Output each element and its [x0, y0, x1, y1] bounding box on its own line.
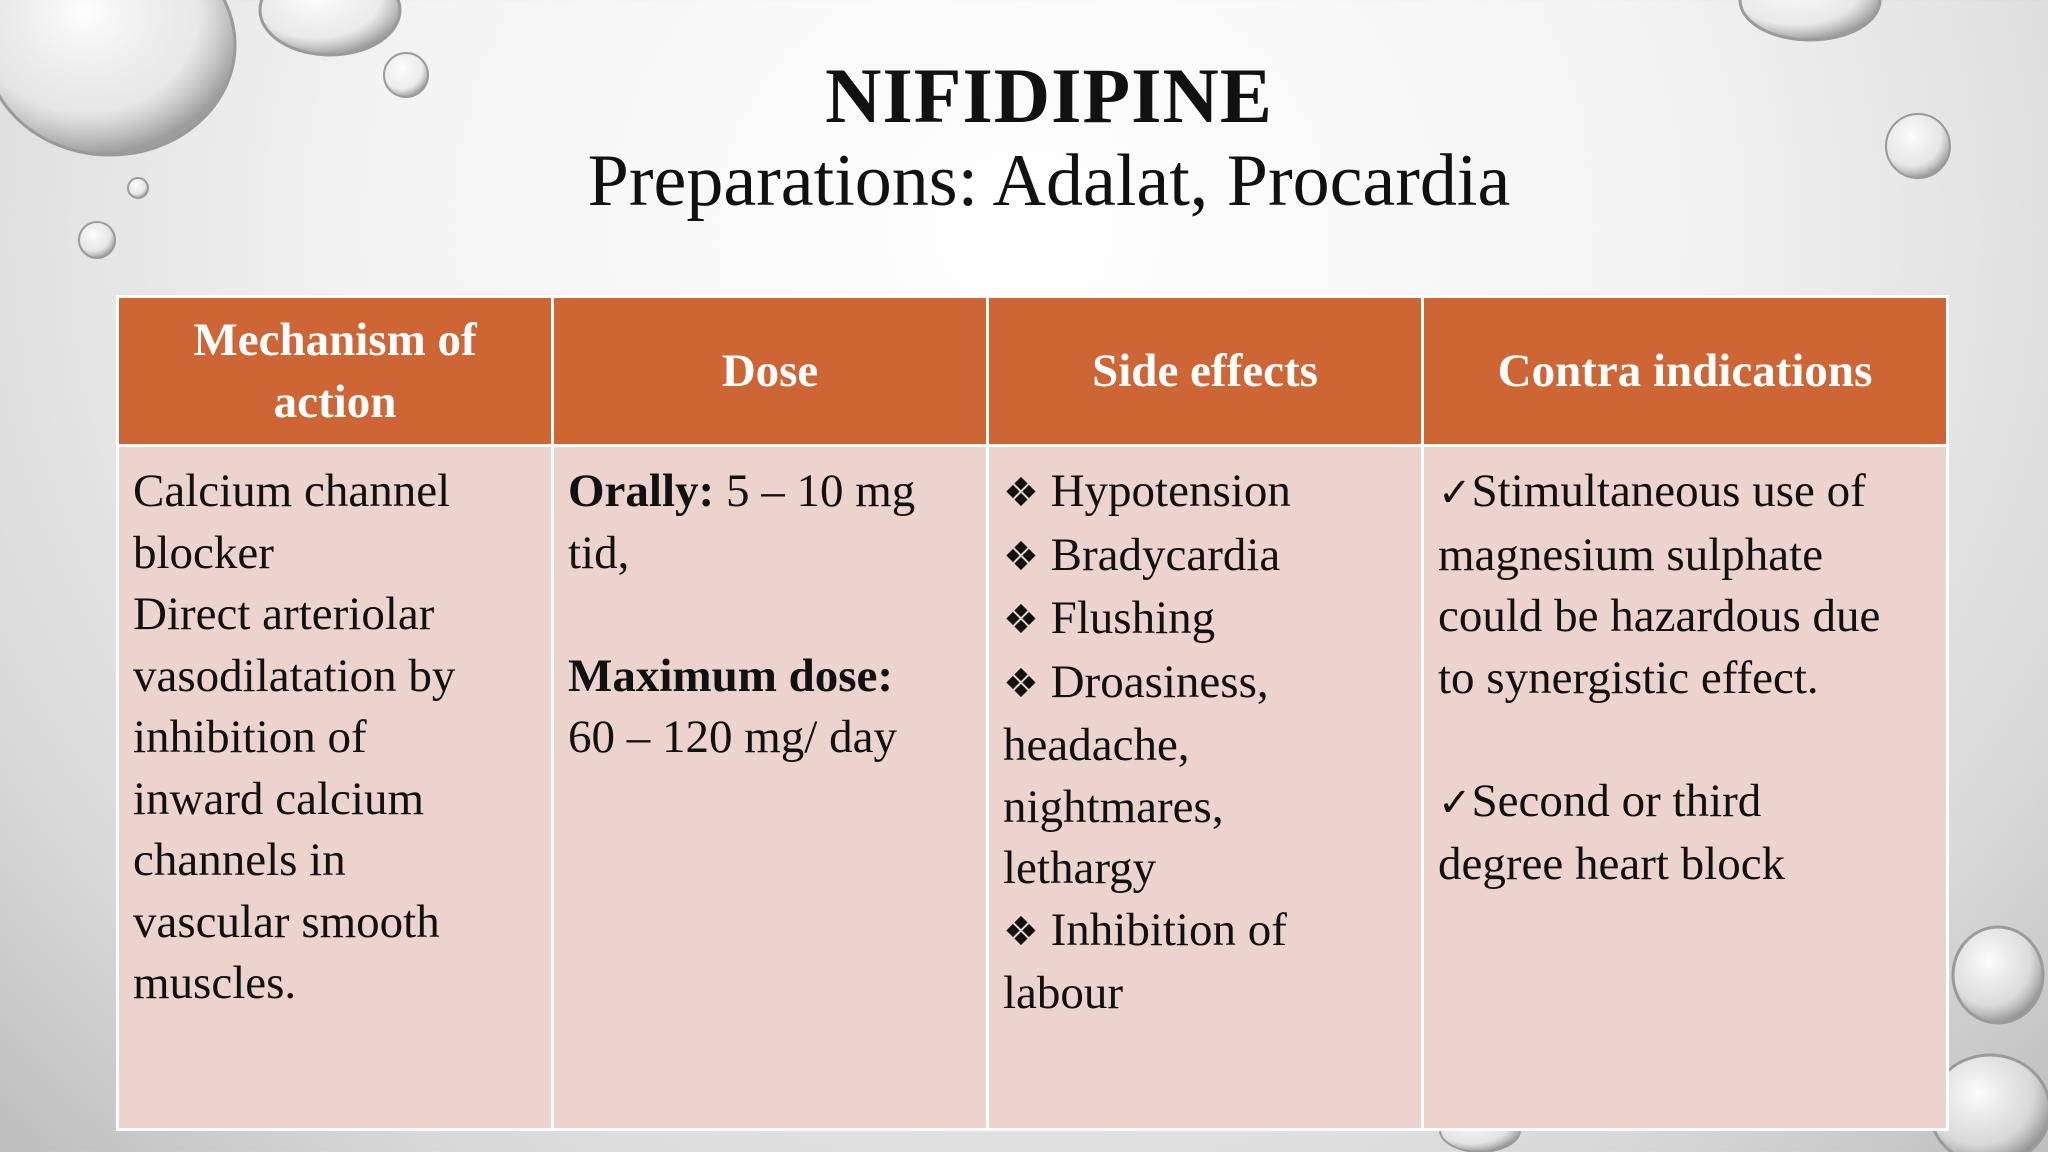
mechanism-line: inward calcium — [133, 772, 425, 825]
side-effect-item — [1003, 525, 1407, 589]
side-effect-text: Bradycardia — [1050, 528, 1281, 581]
table-row — [118, 446, 1948, 1130]
slide-subtitle: Preparations: Adalat, Procardia — [587, 140, 1511, 222]
side-effect-item — [1003, 461, 1407, 525]
diamond-bullet-icon: ❖ — [1003, 908, 1039, 955]
contra-text: Second or third — [1471, 774, 1762, 827]
contra-text: Stimultaneous use of — [1471, 465, 1866, 517]
contra-text: magnesium sulphate — [1438, 528, 1824, 581]
mechanism-cell — [118, 446, 553, 1130]
mechanism-line: vasodilatation by — [133, 649, 456, 702]
mechanism-line: channels in — [133, 834, 346, 886]
side-effect-item — [1003, 652, 1407, 716]
dose-cell — [553, 446, 988, 1130]
mechanism-line: Direct arteriolar — [133, 588, 435, 640]
side-effect-text: Flushing — [1050, 592, 1216, 644]
droplet-small-3 — [79, 222, 115, 258]
contra-indications-cell — [1423, 446, 1948, 1130]
header-side-effects: Side effects — [988, 297, 1423, 446]
mechanism-line: inhibition of — [133, 711, 367, 763]
mechanism-line: muscles. — [133, 957, 297, 1009]
max-dose-label: Maximum dose: — [568, 649, 894, 702]
diamond-bullet-icon: ❖ — [1003, 597, 1039, 643]
header-contra-indications: Contra indications — [1423, 297, 1948, 446]
diamond-bullet-icon: ❖ — [1003, 533, 1039, 580]
mechanism-line: blocker — [133, 526, 274, 579]
slide-title-block — [0, 52, 2048, 222]
diamond-bullet-icon: ❖ — [1003, 660, 1039, 707]
side-effect-text: lethargy — [1003, 842, 1157, 894]
diamond-bullet-icon: ❖ — [1003, 470, 1039, 516]
table-header-row — [118, 297, 1948, 446]
droplet-top-right — [1740, 0, 1880, 40]
oral-dose-line — [568, 461, 972, 523]
header-dose: Dose — [553, 297, 988, 446]
side-effect-text: labour — [1003, 967, 1124, 1019]
side-effect-text: Hypotension — [1050, 465, 1291, 517]
max-dose-value: 60 – 120 mg/ day — [568, 711, 897, 763]
contra-text: to synergistic effect. — [1438, 651, 1819, 704]
checkmark-icon: ✓ — [1438, 779, 1472, 826]
oral-dose-value: 5 – 10 mg — [714, 465, 916, 517]
contra-text: degree heart block — [1438, 838, 1786, 890]
contra-item — [1438, 461, 1932, 525]
slide-title: NIFIDIPINE — [825, 52, 1273, 139]
side-effect-text: Droasiness, — [1050, 655, 1269, 708]
mechanism-line: Calcium channel — [133, 465, 451, 517]
header-mechanism: Mechanism of action — [118, 297, 553, 446]
side-effect-text: Inhibition of — [1050, 903, 1287, 956]
droplet-bottom-right-large — [1953, 927, 2043, 1023]
oral-dose-label: Orally: — [568, 465, 715, 517]
side-effect-text: nightmares, — [1003, 780, 1224, 833]
oral-dose-frequency: tid, — [568, 526, 630, 579]
drug-info-table — [116, 295, 1949, 1131]
side-effect-item — [1003, 588, 1407, 652]
contra-item — [1438, 771, 1932, 835]
droplet-top-left-mid — [260, 0, 400, 55]
spacer — [1438, 709, 1932, 771]
side-effects-cell — [988, 446, 1423, 1130]
spacer — [568, 584, 972, 646]
checkmark-icon: ✓ — [1438, 470, 1472, 516]
side-effect-text: headache, — [1003, 719, 1190, 771]
contra-text: could be hazardous due — [1438, 590, 1881, 642]
mechanism-line: vascular smooth — [133, 895, 440, 948]
side-effect-item — [1003, 900, 1407, 964]
